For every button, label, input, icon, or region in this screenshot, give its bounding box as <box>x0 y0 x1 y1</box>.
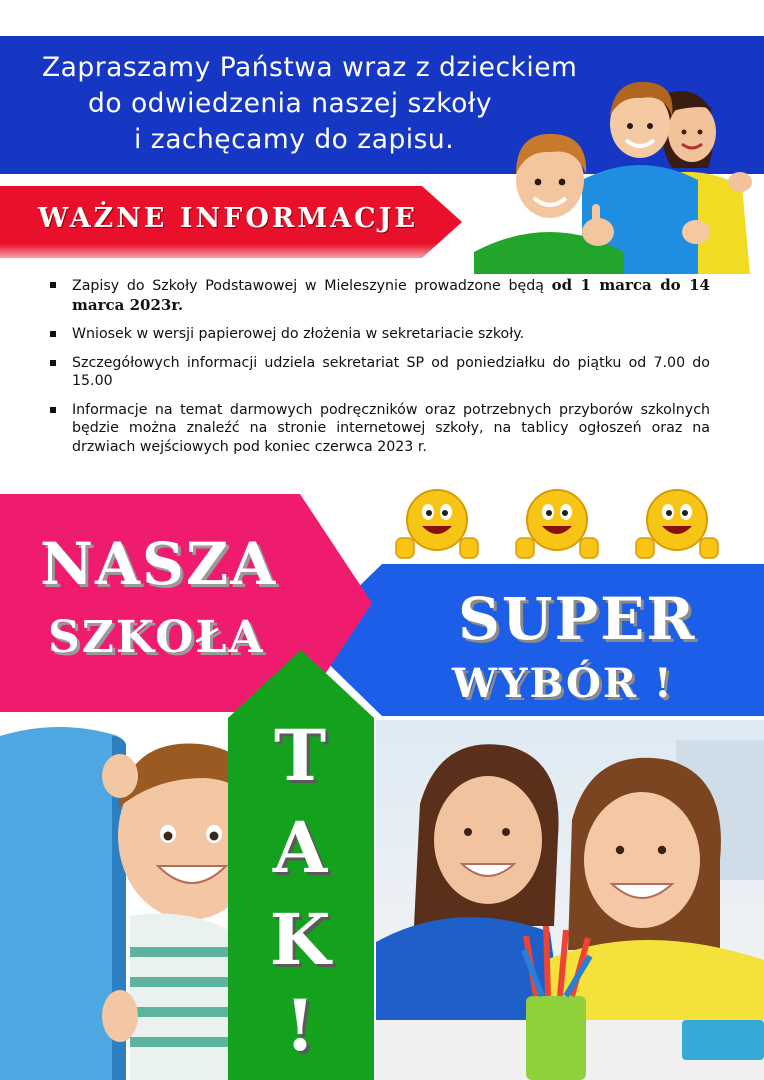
list-item <box>50 325 710 344</box>
slogan-tak-t: T <box>273 714 327 797</box>
girls-smiling-photo <box>376 720 764 1080</box>
secretariat-hours-text: Szczegółowych informacji udziela sekretariat SP od poniedziałku do piątku od 7.00 do 15.00 <box>72 354 710 389</box>
thumbs-up-smiley-icon <box>514 482 600 564</box>
slogan-szkola: SZKOŁA <box>48 612 265 663</box>
header-line-2: do odwiedzenia naszej szkoły <box>88 88 493 119</box>
list-item <box>50 401 710 457</box>
header-line-3: i zachęcamy do zapisu. <box>134 124 455 155</box>
bullet-icon <box>50 331 56 337</box>
slogan-tak-a: A <box>272 806 328 889</box>
header-line-1: Zapraszamy Państwa wraz z dzieckiem <box>42 52 578 83</box>
enrollment-text: Zapisy do Szkoły Podstawowej w Mieleszynie prowadzone będą <box>72 278 552 294</box>
bullet-icon <box>50 360 56 366</box>
slogan-nasza: NASZA <box>40 530 278 598</box>
slogan-super: SUPER <box>458 585 697 653</box>
slogan-wybor: WYBÓR ! <box>452 660 674 707</box>
list-item <box>50 276 710 315</box>
enrollment-dates: od 1 marca do 14 marca 2023r. <box>72 276 710 314</box>
bullet-icon <box>50 407 56 413</box>
slogan-tak-k: K <box>269 898 331 981</box>
paper-application-text: Wniosek w wersji papierowej do złożenia w sekretariacie szkoły. <box>72 326 525 342</box>
textbooks-info-text: Informacje na temat darmowych podręczników oraz potrzebnych przyborów szkolnych będzie można znaleźć na stronie internetowej szkoły, na tablicy ogłoszeń oraz na drzwiach wejściowych pod koniec czerwca 2023 r. <box>72 401 710 455</box>
section-title: WAŻNE INFORMACJE <box>38 203 419 234</box>
children-thumbs-up-photo <box>470 82 762 274</box>
thumbs-up-smiley-icon <box>634 482 720 564</box>
slogan-tak-exclamation: ! <box>284 984 316 1067</box>
thumbs-up-smiley-icon <box>394 482 480 564</box>
list-item <box>50 354 710 391</box>
bullet-icon <box>50 282 56 288</box>
info-list <box>50 276 710 466</box>
